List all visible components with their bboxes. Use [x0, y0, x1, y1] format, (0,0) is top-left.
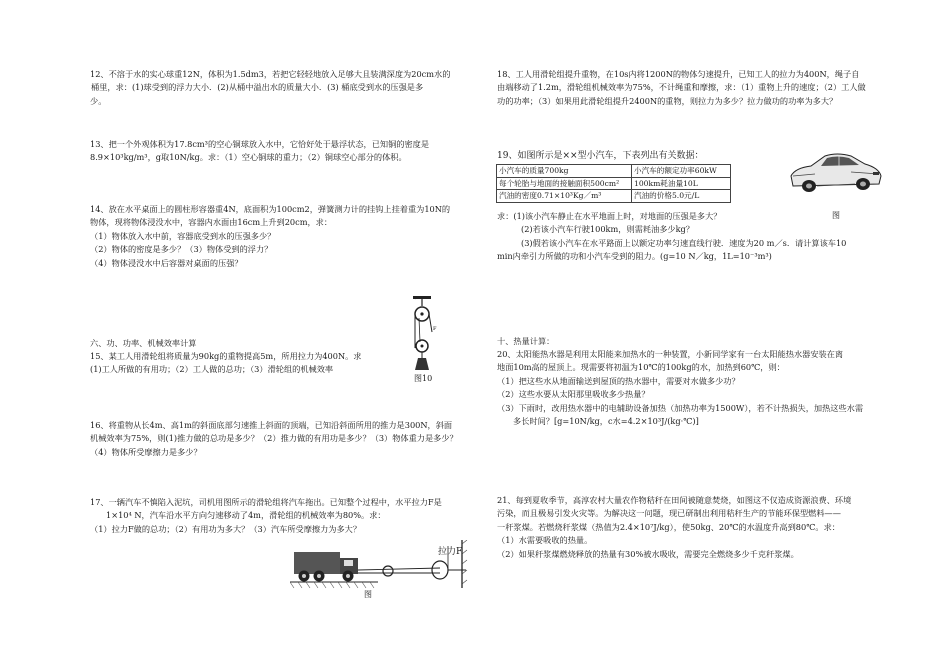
table-cell: 汽油的价格5.0元/L [632, 190, 731, 203]
table-cell: 小汽车的额定功率60kW [632, 165, 731, 178]
table-row [497, 190, 731, 203]
question-19-parts: 求：(1)该小汽车静止在水平地面上时，对地面的压强是多大？ (2)若该小汽车行驶100km，则需耗油多少kg？ (3)假若该小汽车在水平路面上以额定功率匀速直线行驶．速度为20 m／s．请计算该车10 min内牵引力所做的功和小汽车受到的阻力。(g=10 N／kg，1L=10⁻³m³) [497, 211, 847, 262]
question-13: 13、把一个外观体积为17.8cm³的空心铜球放入水中，它恰好处于悬浮状态，已知铜的密度是 8.9×10³kg/m³，g取10N/kg。求：（1）空心铜球的重力；（2）铜球空心部分的体积。 [90, 139, 430, 163]
section-10-heading: 十、热量计算： [497, 336, 555, 346]
car-caption: 图 [832, 211, 840, 220]
table-cell: 小汽车的质量700kg [497, 165, 632, 178]
question-19-intro: 19、如图所示是××型小汽车，下表列出有关数据： [497, 151, 704, 161]
section-6-heading: 六、功、功率、机械效率计算 [90, 338, 197, 348]
truck-figure-force-label: 拉力F [438, 547, 463, 557]
question-17: 17、一辆汽车不慎陷入泥坑，司机用图所示的滑轮组将汽车拖出。已知整个过程中，水平拉力F是 1×10⁴ N，汽车沿水平方向匀速移动了4m，滑轮组的机械效率为80%。求： （1）拉力F做的总功；（2）有用功为多大？（3）汽车所受摩擦力为多大？ [90, 497, 442, 534]
truck-figure-caption: 图 [364, 590, 372, 599]
svg-text:F: F [433, 326, 437, 332]
question-21: 21、每到夏收季节，高淳农村大量农作物秸秆在田间被随意焚烧，如图这不仅造成资源浪费、环境 污染，而且极易引发火灾等。为解决这一问题，现已研制出利用秸秆生产的节能环保型燃料—— 一秆浆煤。若燃烧秆浆煤（热值为2.4×10⁷J/kg），使50kg、20℃的水温度升高到80℃。求： （1）水需要吸收的热量。 （2）如果秆浆煤燃烧释放的热量有30%被水吸收，需要完全燃烧多少千克秆浆煤。 [497, 495, 852, 559]
car-image [785, 146, 885, 198]
question-20: 20、太阳能热水器是利用太阳能来加热水的一种装置，小新同学家有一台太阳能热水器安装在离 地面10m高的屋顶上。现需要将初温为10℃的100kg的水，加热到60℃，则： （1）把这些水从地面输送到屋顶的热水器中，需要对水做多少功？ （2）这些水要从太阳那里吸收多少热量？ （3）下雨时，改用热水器中的电辅助设备加热（加热功率为1500W），若不计热损失，加热这些水需 多长时间？[g=10N/kg，c水=4.2×10³J/(kg·℃)] [497, 349, 864, 427]
question-16: 16、将重物从长4m、高1m的斜面底部匀速推上斜面的顶端，已知沿斜面所用的推力是300N，斜面 机械效率为75%，则(1)推力做的总功是多少？（2）推力做的有用功是多少？（3）物体重力是多少？ （4）物体所受摩擦力是多少？ [90, 420, 458, 457]
question-14: 14、放在水平桌面上的圆柱形容器重4N，底面积为100cm2，弹簧测力计的挂钩上挂着重为10N的 物体，现将物体浸没水中，容器内水面由16cm上升到20cm，求： （1）物体放入水中前，容器底受到水的压强多少？ （2）物体的密度是多少？（3）物体受到的浮力？ （4）物体浸没水中后容器对桌面的压强？ [90, 204, 451, 268]
table-row [497, 165, 731, 178]
pulley-figure-10 [405, 296, 441, 374]
table-row [497, 177, 731, 190]
question-15: 15、某工人用滑轮组将质量为90kg的重物提高5m，所用拉力为400N。求 (1)工人所做的有用功；（2）工人做的总功；（3）滑轮组的机械效率 [90, 351, 362, 375]
table-cell: 每个轮胎与地面的接触面积500cm² [497, 177, 632, 190]
table-cell: 100km耗油量10L [632, 177, 731, 190]
question-18: 18、工人用滑轮组提升重物，在10s内将1200N的物体匀速提升，已知工人的拉力为400N，绳子自 由端移动了1.2m，滑轮组机械效率为75%，不计绳重和摩擦，求：（1）重物上升的速度；（2）工人做 功的功率；（3）如果用此滑轮组提升2400N的重物，则拉力为多少？拉力做功的功率为多大？ [497, 69, 866, 106]
table-cell: 汽油的密度0.71×10³Kg／m³ [497, 190, 632, 203]
car-spec-table [496, 164, 731, 203]
question-12: 12、不溶于水的实心球重12N，体积为1.5dm3，若把它轻轻地放入足够大且装满深度为20cm水的 桶里，求：(1)球受到的浮力大小．(2)从桶中溢出水的质量大小．(3) 桶底受到水的压强是多 少。 [90, 69, 451, 106]
figure-10-caption: 图10 [414, 374, 433, 383]
